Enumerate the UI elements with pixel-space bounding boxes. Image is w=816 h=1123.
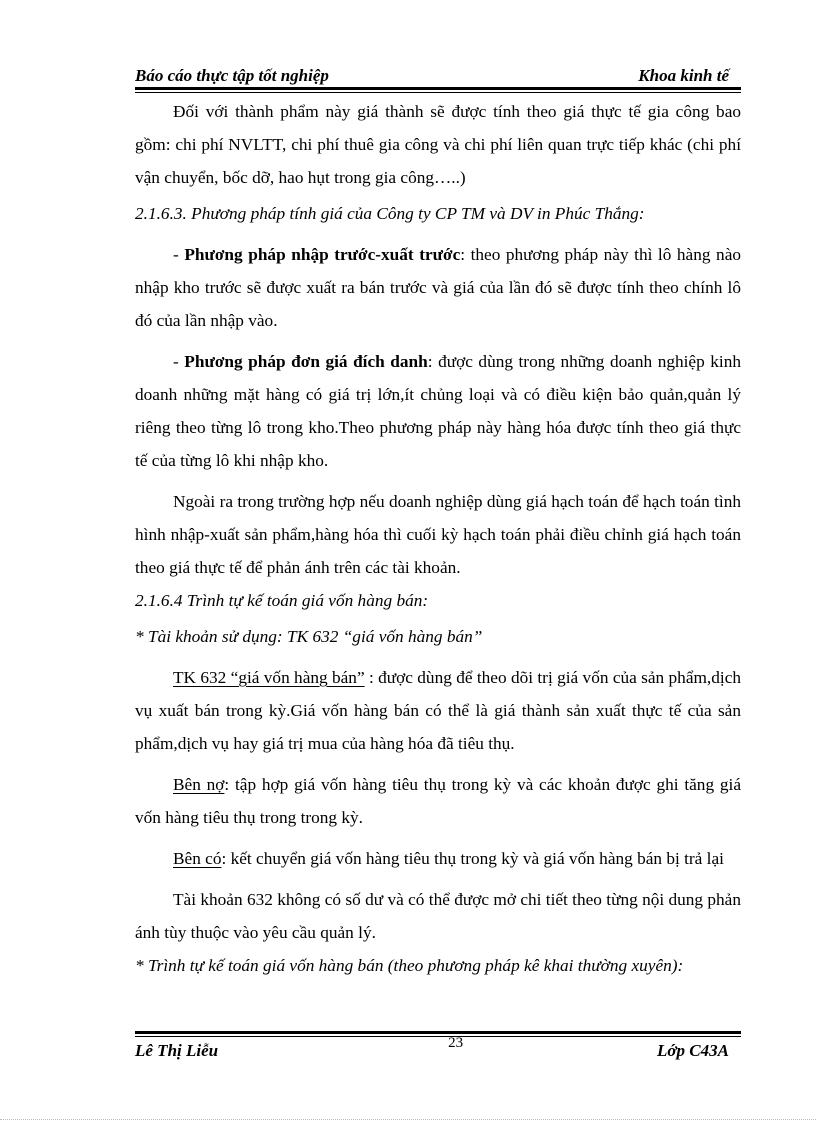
paragraph-credit-side <box>135 842 741 875</box>
specific-dash: - <box>173 352 185 371</box>
credit-description: : kết chuyển giá vốn hàng tiêu thụ trong kỳ và giá vốn hàng bán bị trả lại <box>221 849 724 868</box>
header-rule <box>135 87 741 90</box>
header-report-title: Báo cáo thực tập tốt nghiệp <box>135 66 329 85</box>
footer-row <box>135 1037 741 1061</box>
page-bottom-border <box>0 1119 816 1121</box>
footer-author: Lê Thị Liễu <box>135 1041 219 1060</box>
paragraph-fifo <box>135 238 741 337</box>
paragraph-account-balance: Tài khoản 632 không có số dư và có thể được mở chi tiết theo từng nội dung phản ánh tùy thuộc vào yêu cầu quản lý. <box>135 890 741 942</box>
paragraph-specific-identification <box>135 345 741 477</box>
paragraph-finished-goods: Đối với thành phẩm này giá thành sẽ được tính theo giá thực tế gia công bao gồm: chi phí NVLTT, chi phí thuê gia công và chi phí liên quan trực tiếp khác (chi phí vận chuyển, bốc dỡ, hao hụt trong gia công…..) <box>135 102 741 187</box>
fifo-term: Phương pháp nhập trước-xuất trước <box>184 245 461 264</box>
paragraph-accounting-price: Ngoài ra trong trường hợp nếu doanh nghiệp dùng giá hạch toán để hạch toán tình hình nhập-xuất sản phẩm,hàng hóa thì cuối kỳ hạch toán phải điều chỉnh giá hạch toán theo giá thực tế để phản ánh trên các tài khoản. <box>135 492 741 577</box>
specific-description: : được dùng trong những doanh nghiệp kinh doanh những mặt hàng có giá trị lớn,ít chủng loại và có điều kiện bảo quản,quản lý riêng theo từng lô trong kho.Theo phương pháp này hàng hóa được tính theo giá thực tế của từng lô khi nhập kho. <box>135 352 741 470</box>
section-heading-2-1-6-4: 2.1.6.4 Trình tự kế toán giá vốn hàng bán: <box>135 591 429 610</box>
header-faculty: Khoa kinh tế <box>638 66 729 85</box>
page-number: 23 <box>448 1035 464 1051</box>
paragraph-tk632 <box>135 661 741 760</box>
footer-rule <box>135 1031 741 1034</box>
fifo-description: : theo phương pháp này thì lô hàng nào nhập kho trước sẽ được xuất ra bán trước và giá của lần đó sẽ được tính theo chính lô đó của lần nhập vào. <box>135 245 742 330</box>
specific-term: Phương pháp đơn giá đích danh <box>184 352 428 371</box>
tk632-term: TK 632 “giá vốn hàng bán” <box>173 668 365 687</box>
header-rule-thin <box>135 92 741 93</box>
section-heading-2-1-6-3: 2.1.6.3. Phương pháp tính giá của Công ty CP TM và DV in Phúc Thắng: <box>135 204 645 223</box>
credit-term: Bên có <box>173 849 222 868</box>
page-header <box>135 62 741 86</box>
account-used-heading: * Tài khoản sử dụng: TK 632 “giá vốn hàng bán” <box>135 627 483 646</box>
page-content <box>135 62 741 982</box>
debit-description: : tập hợp giá vốn hàng tiêu thụ trong kỳ và các khoản được ghi tăng giá vốn hàng tiêu thụ trong trong kỳ. <box>135 775 741 827</box>
fifo-dash: - <box>173 245 185 264</box>
procedure-heading: * Trình tự kế toán giá vốn hàng bán (theo phương pháp kê khai thường xuyên): <box>135 956 684 975</box>
page-footer <box>135 1031 741 1061</box>
document-body <box>135 95 741 982</box>
footer-class: Lớp C43A <box>657 1041 729 1060</box>
debit-term: Bên nợ <box>173 775 225 794</box>
paragraph-debit-side <box>135 768 741 834</box>
tk632-description: : được dùng để theo dõi trị giá vốn của sản phẩm,dịch vụ xuất bán trong kỳ.Giá vốn hàng bán có thể là giá thành sản xuất thực tế của sản phẩm,dịch vụ hay giá trị mua của hàng hóa đã tiêu thụ. <box>135 668 742 753</box>
